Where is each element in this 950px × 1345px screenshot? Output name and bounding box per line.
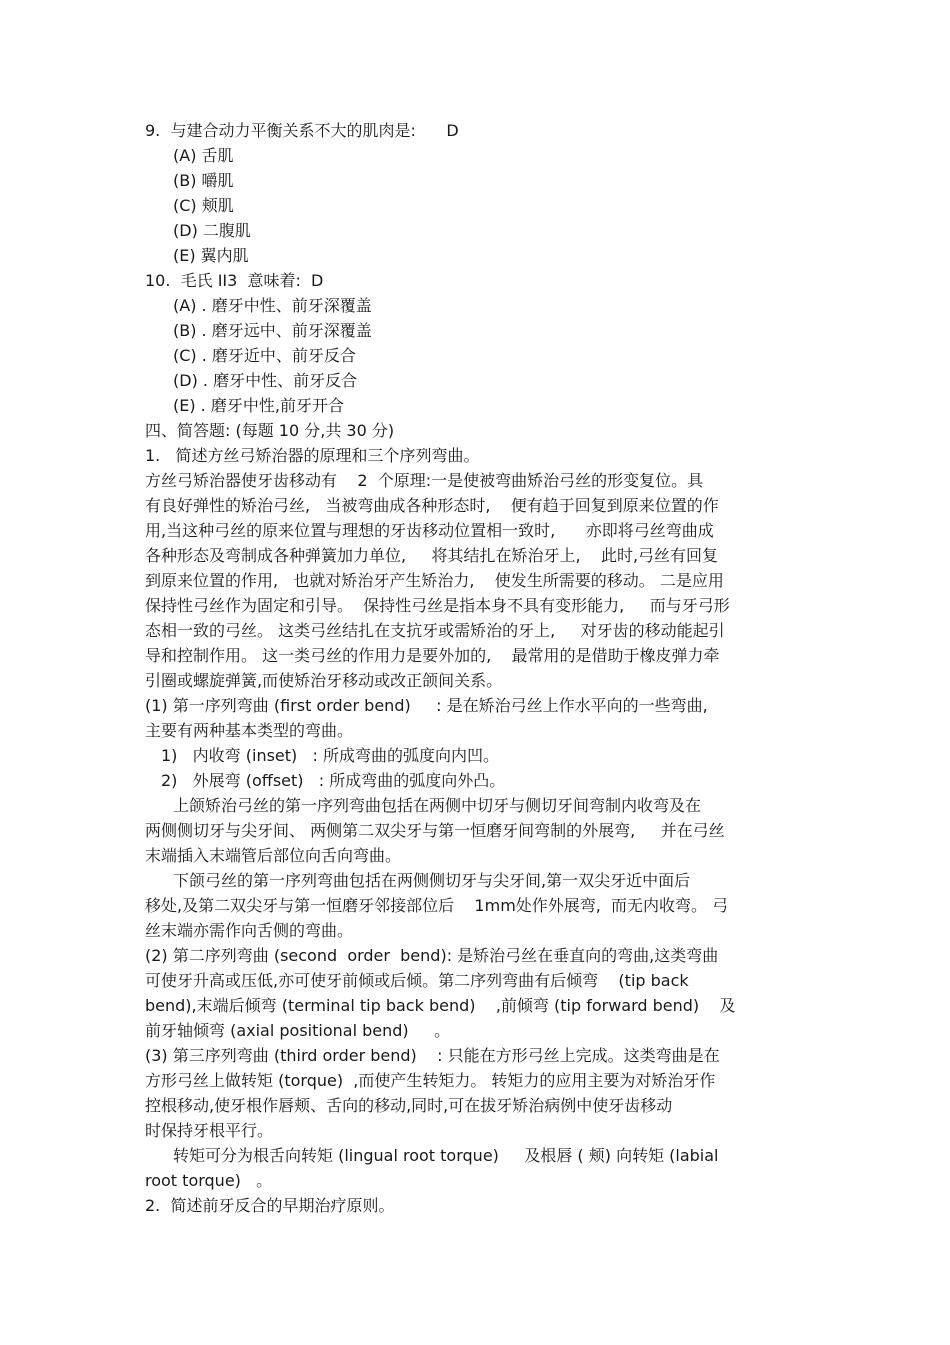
text-line: 有良好弹性的矫治弓丝, 当被弯曲成各种形态时, 便有趋于回复到原来位置的作 — [145, 496, 719, 515]
text-line: 前牙轴倾弯 (axial positional bend) 。 — [145, 1021, 451, 1040]
text-line: bend),末端后倾弯 (terminal tip back bend) ,前倾弯 (tip forward bend) 及 — [145, 996, 736, 1015]
text-line: (B) 嚼肌 — [173, 171, 234, 190]
text-line: 主要有两种基本类型的弯曲。 — [145, 721, 354, 740]
text-line: (B) . 磨牙远中、前牙深覆盖 — [173, 321, 372, 340]
text-line: (A) . 磨牙中性、前牙深覆盖 — [173, 296, 372, 315]
text-line: 9. 与建合动力平衡关系不大的肌肉是: D — [145, 121, 459, 140]
text-line: 10. 毛氏 II3 意味着: D — [145, 271, 324, 290]
text-line: 可使牙升高或压低,亦可使牙前倾或后倾。第二序列弯曲有后倾弯 (tip back — [145, 971, 689, 990]
text-line: 1) 内收弯 (inset) : 所成弯曲的弧度向内凹。 — [161, 746, 500, 765]
text-line: 2. 简述前牙反合的早期治疗原则。 — [145, 1196, 395, 1215]
text-line: 引圈或螺旋弹簧,而使矫治牙移动或改正颌间关系。 — [145, 671, 503, 690]
text-line: 到原来位置的作用, 也就对矫治牙产生矫治力, 使发生所需要的移动。 二是应用 — [145, 571, 724, 590]
text-line: 转矩可分为根舌向转矩 (lingual root torque) 及根唇 ( 颊) 向转矩 (labial — [173, 1146, 719, 1165]
text-line: 时保持牙根平行。 — [145, 1121, 274, 1140]
text-line: root torque) 。 — [145, 1171, 273, 1190]
text-line: 四、简答题: (每题 10 分,共 30 分) — [145, 421, 395, 440]
text-line: 1. 简述方丝弓矫治器的原理和三个序列弯曲。 — [145, 446, 480, 465]
text-line: (D) 二腹肌 — [173, 221, 251, 240]
text-line: 控根移动,使牙根作唇颊、舌向的移动,同时,可在拔牙矫治病例中使牙齿移动 — [145, 1096, 673, 1115]
text-line: 保持性弓丝作为固定和引导。 保持性弓丝是指本身不具有变形能力, 而与牙弓形 — [145, 596, 730, 615]
text-line: (C) . 磨牙近中、前牙反合 — [173, 346, 356, 365]
text-line: 导和控制作用。 这一类弓丝的作用力是要外加的, 最常用的是借助于橡皮弹力牵 — [145, 646, 720, 665]
text-line: 用,当这种弓丝的原来位置与理想的牙齿移动位置相一致时, 亦即将弓丝弯曲成 — [145, 521, 714, 540]
text-line: 上颌矫治弓丝的第一序列弯曲包括在两侧中切牙与侧切牙间弯制内收弯及在 — [173, 796, 702, 815]
text-line: (D) . 磨牙中性、前牙反合 — [173, 371, 358, 390]
text-line: 两侧侧切牙与尖牙间、 两侧第二双尖牙与第一恒磨牙间弯制的外展弯, 并在弓丝 — [145, 821, 725, 840]
text-line: 下颌弓丝的第一序列弯曲包括在两侧侧切牙与尖牙间,第一双尖牙近中面后 — [173, 871, 691, 890]
text-line: (2) 第二序列弯曲 (second order bend): 是矫治弓丝在垂直向的弯曲,这类弯曲 — [145, 946, 719, 965]
text-line: (1) 第一序列弯曲 (first order bend) : 是在矫治弓丝上作水平向的一些弯曲, — [145, 696, 708, 715]
text-line: (C) 颊肌 — [173, 196, 234, 215]
text-line: 末端插入末端管后部位向舌向弯曲。 — [145, 846, 402, 865]
text-line: (3) 第三序列弯曲 (third order bend) : 只能在方形弓丝上完成。这类弯曲是在 — [145, 1046, 720, 1065]
text-line: (E) 翼内肌 — [173, 246, 249, 265]
text-line: 方丝弓矫治器使牙齿移动有 2 个原理:一是使被弯曲矫治弓丝的形变复位。具 — [145, 471, 704, 490]
text-line: 丝末端亦需作向舌侧的弯曲。 — [145, 921, 354, 940]
text-line: 2) 外展弯 (offset) : 所成弯曲的弧度向外凸。 — [161, 771, 506, 790]
text-line: (A) 舌肌 — [173, 146, 234, 165]
text-line: 各种形态及弯制成各种弹簧加力单位, 将其结扎在矫治牙上, 此时,弓丝有回复 — [145, 546, 719, 565]
text-line: 方形弓丝上做转矩 (torque) ,而使产生转矩力。 转矩力的应用主要为对矫治牙作 — [145, 1071, 716, 1090]
text-line: 移处,及第二双尖牙与第一恒磨牙邻接部位后 1mm处作外展弯, 而无内收弯。 弓 — [145, 896, 729, 915]
text-line: 态相一致的弓丝。 这类弓丝结扎在支抗牙或需矫治的牙上, 对牙齿的移动能起引 — [145, 621, 725, 640]
document-body — [145, 118, 810, 1218]
text-line: (E) . 磨牙中性,前牙开合 — [173, 396, 344, 415]
